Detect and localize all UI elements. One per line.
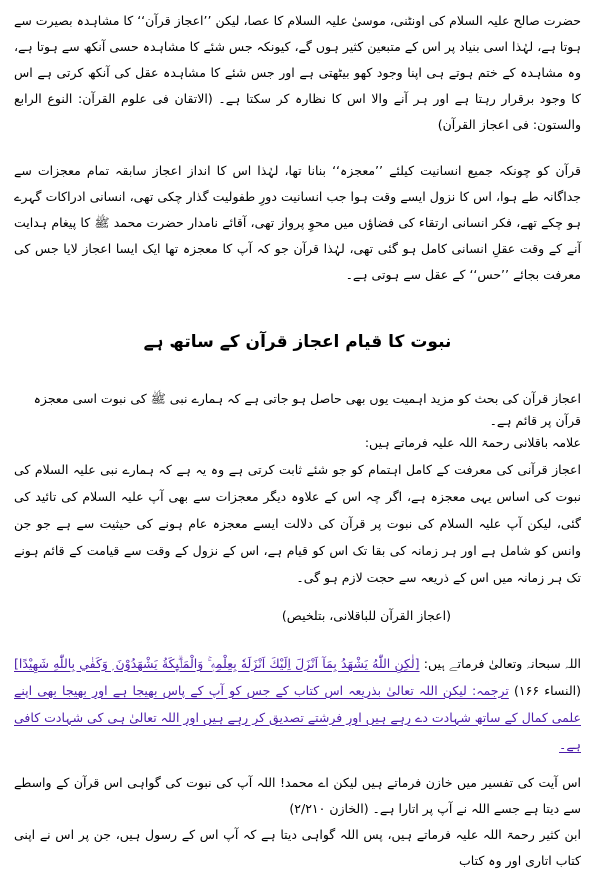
paragraph-quran-miracle: قرآن کو چونکہ جمیع انسانیت کیلئے ’’معجزہ‘‘ بنانا تھا، لہٰذا اس کا انداز اعجاز سابقہ تمام معجزات سے جداگانہ طے ہوا، اس کا نزول ایسے وقت ہوا جب انسانیت دورِ طفولیت گذار چکی تھی، انسانی ادراکات گہرے ہو چکے تھے، فکر انسانی ارتقاء کی فضاؤں میں محوِ پرواز تھی، آقائے نامدار حضرت محمد ﷺ کا پیغام ہدایت آنے کے وقت عقلِ انسانی کامل ہو گئی تھی، لہٰذا قرآن جو کہ آپ کا معجزہ تھا ایک ایسا اعجاز لایا جس کی معرفت بجائے ’’حس‘‘ کے عقل سے ہوتی ہے۔ (14, 163, 581, 282)
paragraph-opening: حضرت صالح علیہ السلام کی اونٹنی، موسیٰ علیہ السلام کا عصا، لیکن ’’اعجاز قرآن‘‘ کا مشاہدہ بصیرت سے ہوتا ہے، لہٰذا اسی بنیاد پر اس کے متبعین کثیر ہوں گے، کیونکہ جس شئے کا مشاہدہ حسی آنکھ سے ہوتا ہے، وہ مشاہدہ کے ختم ہوتے ہی اپنا وجود کھو بیٹھتی ہے اور جس شئے کا مشاہدہ عقل کی آنکھ کرتی ہے اس کا وجود برقرار رہتا ہے اور ہر آنے والا اس کا نظارہ کر سکتا ہے۔ (الاتقان فی علوم القرآن: النوع الرابع والستون: فی اعجاز القرآن) (14, 13, 581, 132)
khazin-commentary: اس آیت کی تفسیر میں خازن فرماتے ہیں لیکن اے محمد! اللہ آپ کی نبوت کی گواہی اس قرآن کے واسطے سے دیتا ہے جسے اللہ نے آپ پر اتارا ہے۔ (الخازن ۲/۲۱۰) (14, 775, 581, 816)
quote-reference: (اعجاز القرآن للباقلانی، بتلخیص) (281, 607, 451, 623)
baqillani-quote: اعجاز قرآنی کی معرفت کے کامل اہتمام کو جو شئے ثابت کرتی ہے وہ یہ ہے کہ ہمارے نبی علیہ السلام کی نبوت کی اساس یہی معجزہ ہے، اگر چہ اس کے علاوہ دیگر معجزات سے بھی آپ علیہ السلام کی تائید کی گئی، لیکن آپ علیہ السلام کی نبوت پر قرآن کی دلالت ایسے معجزہ عام ہونے کی حیثیت سے ہے جو جن وانس کو شامل ہے اور ہر زمانہ کی بقا تک اس کو قیام ہے، اس کے نزول کے وقت سے قیامت کے قائم ہونے تک ہر زمانہ میں اس کے ذریعہ سے حجت لازم ہو گی۔ (14, 462, 581, 585)
verse-paragraph (14, 650, 581, 758)
verse-intro: اللہ سبحانہ وتعالیٰ فرماتے ہیں: (423, 655, 581, 671)
section-line-2: علامہ باقلانی رحمۃ اللہ علیہ فرماتے ہیں: (364, 435, 581, 450)
section-line-1: اعجاز قرآن کی بحث کو مزید اہمیت یوں بھی حاصل ہو جاتی ہے کہ ہمارے نبی ﷺ کی نبوت اسی معجزہ قرآن پر قائم ہے۔ (33, 391, 581, 428)
verse-arabic: [لٰكِنِ اللّٰهُ يَشْهَدُ بِمَآ اَنْزَلَ اِلَيْكَ اَنْزَلَهٗ بِعِلْمِهٖ ۚ وَالْمَلٰۗىِٕكَةُ يَشْهَدُوْنَ ۭ وَكَفٰي بِاللّٰهِ شَهِيْدًا] (14, 655, 420, 671)
verse-citation: (النساء ۱۶۶) (514, 682, 581, 698)
section-heading: نبوت کا قیام اعجاز قرآن کے ساتھ ہے (143, 332, 452, 352)
ibn-kathir-line: ابن کثیر رحمۃ اللہ علیہ فرماتے ہیں، پس اللہ گواہی دیتا ہے کہ آپ اس کے رسول ہیں، جن پر اس نے اپنی کتاب اتاری اور وہ کتاب (14, 827, 581, 868)
verse-translation: ترجمہ: لیکن اللہ تعالیٰ بذریعہ اس کتاب کے جس کو آپ کے پاس بھیجا ہے اور بھیجا بھی اپنے علمی کمال کے ساتھ شہادت دے رہے ہیں اور فرشتے تصدیق کر رہے ہیں اور اللہ تعالیٰ ہی کی شہادت کافی ہے۔ (14, 682, 581, 752)
